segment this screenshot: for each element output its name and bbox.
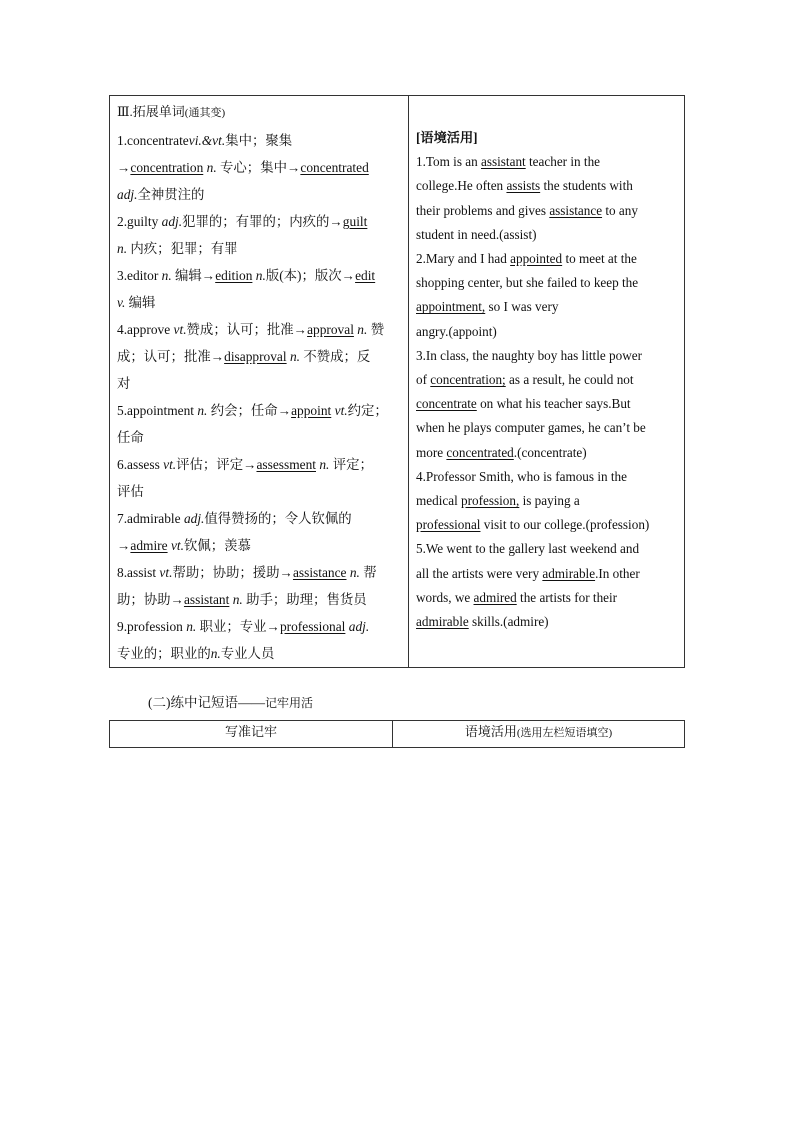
answer-blank: concentrated <box>300 160 369 175</box>
filled-answer: concentrated <box>446 444 514 460</box>
filled-answer: appointment, <box>416 299 486 315</box>
answer-blank: professional <box>279 619 346 634</box>
filled-answer: concentrate <box>416 396 477 412</box>
exercise-line: admirable skills.(admire) <box>416 614 549 630</box>
expansion-words-column <box>110 96 409 667</box>
answer-blank: approval <box>307 322 354 337</box>
phrases-section-heading: (二)练中记短语——记牢用活 <box>148 695 314 710</box>
word-entry-line: 任命 <box>117 430 144 445</box>
filled-answer: assistant <box>481 154 526 170</box>
word-entry-line: 对 <box>117 376 131 391</box>
word-entry-line: →admire vt.钦佩；羡慕 <box>117 538 251 553</box>
context-usage-heading: [语境活用] <box>416 130 478 145</box>
exercise-line: their problems and gives assistance to any <box>416 202 638 218</box>
expansion-words-heading <box>117 98 402 127</box>
word-entry-line: 助；协助→assistant n. 助手；助理；售货员 <box>117 592 367 607</box>
word-entry-line: 3.editor n. 编辑→edition n.版(本)；版次→edit <box>117 268 376 283</box>
exercise-line: concentrate on what his teacher says.But <box>416 396 631 412</box>
exercise-line: medical profession, is paying a <box>416 493 580 509</box>
word-entry-line: 7.admirable adj.值得赞扬的；令人钦佩的 <box>117 511 352 526</box>
answer-blank: edit <box>355 268 376 283</box>
exercise-line: all the artists were very admirable.In other <box>416 565 640 581</box>
filled-answer: assistance <box>549 202 603 218</box>
word-entry-line: 1.concentratevi.&vt.集中；聚集 <box>117 133 293 148</box>
word-entry-line: adj.全神贯注的 <box>117 187 205 202</box>
answer-blank: edition <box>215 268 253 283</box>
answer-blank: disapproval <box>224 349 287 364</box>
answer-blank: assessment <box>256 457 316 472</box>
word-entry-line: 2.guilty adj.犯罪的；有罪的；内疚的→guilt <box>117 214 368 229</box>
word-entry-line: 4.approve vt.赞成；认可；批准→approval n. 赞 <box>117 322 385 337</box>
word-entry-line: 5.appointment n. 约会；任命→appoint vt.约定； <box>117 403 388 418</box>
exercise-line: words, we admired the artists for their <box>416 589 618 605</box>
word-entry-line: v. 编辑 <box>117 295 156 310</box>
exercise-line: shopping center, but she failed to keep the <box>416 275 639 291</box>
exercise-line: 3.In class, the naughty boy has little power <box>416 347 642 363</box>
heading-text: Ⅲ.拓展单词 <box>117 104 185 119</box>
filled-answer: professional <box>416 517 481 533</box>
word-entry-line: 8.assist vt.帮助；协助；援助→assistance n. 帮 <box>117 565 377 580</box>
exercise-line: of concentration; as a result, he could not <box>416 372 634 388</box>
filled-answer: appointed <box>510 251 563 267</box>
exercise-line: angry.(appoint) <box>416 323 497 339</box>
answer-blank: concentration <box>130 160 204 175</box>
filled-answer: admirable <box>416 614 469 630</box>
exercise-line: student in need.(assist) <box>416 226 537 242</box>
word-entry-line: n. 内疚；犯罪；有罪 <box>117 241 238 256</box>
context-usage-column <box>409 96 684 667</box>
phrases-table-header <box>109 720 685 748</box>
word-entry-line: →concentration n. 专心；集中→concentrated <box>117 160 369 175</box>
exercise-line: appointment, so I was very <box>416 299 559 315</box>
word-entry-line: 6.assess vt.评估；评定→assessment n. 评定； <box>117 457 373 472</box>
filled-answer: admirable <box>542 565 596 581</box>
heading-paren: (通其变) <box>184 107 226 119</box>
exercise-line: 5.We went to the gallery last weekend and <box>416 541 640 557</box>
word-entry-line: 成；认可；批准→disapproval n. 不赞成；反 <box>117 349 371 364</box>
filled-answer: profession, <box>461 493 520 509</box>
vocabulary-table <box>109 95 685 668</box>
filled-answer: concentration; <box>430 372 506 388</box>
filled-answer: admired <box>473 589 517 605</box>
answer-blank: appoint <box>291 403 332 418</box>
exercise-line: professional visit to our college.(profession) <box>416 517 650 533</box>
exercise-line: 4.Professor Smith, who is famous in the <box>416 468 627 484</box>
filled-answer: assists <box>506 178 541 194</box>
word-entry-line: 专业的；职业的n.专业人员 <box>117 646 275 661</box>
answer-blank: guilt <box>342 214 368 229</box>
word-entry-line: 9.profession n. 职业；专业→professional adj. <box>117 619 370 634</box>
answer-blank: admire <box>130 538 168 553</box>
exercise-line: 2.Mary and I had appointed to meet at the <box>416 251 637 267</box>
exercise-line: when he plays computer games, he can’t be <box>416 420 646 436</box>
exercise-line: more concentrated.(concentrate) <box>416 444 587 460</box>
phrases-col-context: 语境活用(选用左栏短语填空) <box>464 724 613 739</box>
phrases-col-write: 写准记牢 <box>110 721 393 747</box>
answer-blank: assistance <box>292 565 347 580</box>
exercise-line: college.He often assists the students with <box>416 178 633 194</box>
exercise-line: 1.Tom is an assistant teacher in the <box>416 154 601 170</box>
word-entry-line: 评估 <box>117 484 144 499</box>
answer-blank: assistant <box>183 592 230 607</box>
